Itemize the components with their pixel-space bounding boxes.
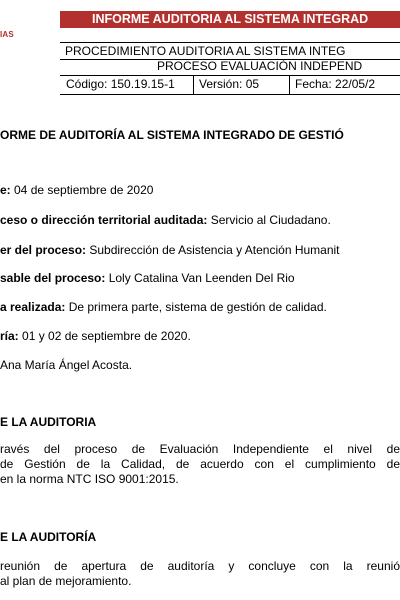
field-value: Ana María Ángel Acosta. bbox=[0, 358, 133, 372]
field-audit-type bbox=[0, 300, 327, 314]
field-label: ceso o dirección territorial auditada: bbox=[0, 213, 208, 227]
field-process-responsible bbox=[0, 271, 295, 285]
field-value: Subdirección de Asistencia y Atención Humanit bbox=[86, 243, 340, 257]
report-title: ORME DE AUDITORÍA AL SISTEMA INTEGRADO DE GESTIÓ bbox=[0, 128, 344, 142]
logo-text: IAS bbox=[0, 30, 14, 39]
field-label: ría: bbox=[0, 329, 19, 343]
section-paragraph-scope bbox=[0, 559, 400, 589]
field-audit-dates bbox=[0, 329, 191, 343]
field-value: De primera parte, sistema de gestión de calidad. bbox=[65, 300, 327, 314]
paragraph-line: al plan de mejoramiento. bbox=[0, 574, 132, 588]
section-title-scope: E LA AUDITORÍA bbox=[0, 530, 97, 544]
field-value: 04 de septiembre de 2020 bbox=[10, 183, 154, 197]
field-value: 01 y 02 de septiembre de 2020. bbox=[18, 329, 191, 343]
field-value: Servicio al Ciudadano. bbox=[207, 213, 331, 227]
document-date: Fecha: 22/05/2 bbox=[295, 77, 376, 91]
field-value: Loly Catalina Van Leenden Del Rio bbox=[105, 271, 295, 285]
paragraph-line: de Gestión de la Calidad, de acuerdo con el cumplimiento de bbox=[0, 457, 400, 471]
paragraph-line: reunión de apertura de auditoría y concluye con la reunió bbox=[0, 559, 400, 573]
section-title-objective: E LA AUDITORIA bbox=[0, 415, 97, 429]
field-auditor bbox=[0, 358, 132, 372]
field-label: sable del proceso: bbox=[0, 271, 106, 285]
header-banner: INFORME AUDITORIA AL SISTEMA INTEGRAD bbox=[60, 11, 400, 28]
field-label: e: bbox=[0, 183, 11, 197]
process-title: PROCESO EVALUACIÒN INDEPEND bbox=[60, 59, 400, 76]
field-label: er del proceso: bbox=[0, 243, 87, 257]
section-paragraph-objective bbox=[0, 442, 400, 487]
document-version: Versión: 05 bbox=[199, 77, 260, 91]
paragraph-line: en la norma NTC ISO 9001:2015. bbox=[0, 472, 179, 486]
field-date bbox=[0, 183, 153, 197]
document-meta-row bbox=[60, 76, 400, 95]
procedure-title: PROCEDIMIENTO AUDITORIA AL SISTEMA INTEG bbox=[60, 42, 400, 60]
paragraph-line: ravés del proceso de Evaluación Independiente el nivel de bbox=[0, 442, 400, 456]
field-process bbox=[0, 213, 331, 227]
field-process-leader bbox=[0, 243, 340, 257]
document-code: Código: 150.19.15-1 bbox=[66, 77, 175, 91]
field-label: a realizada: bbox=[0, 300, 66, 314]
